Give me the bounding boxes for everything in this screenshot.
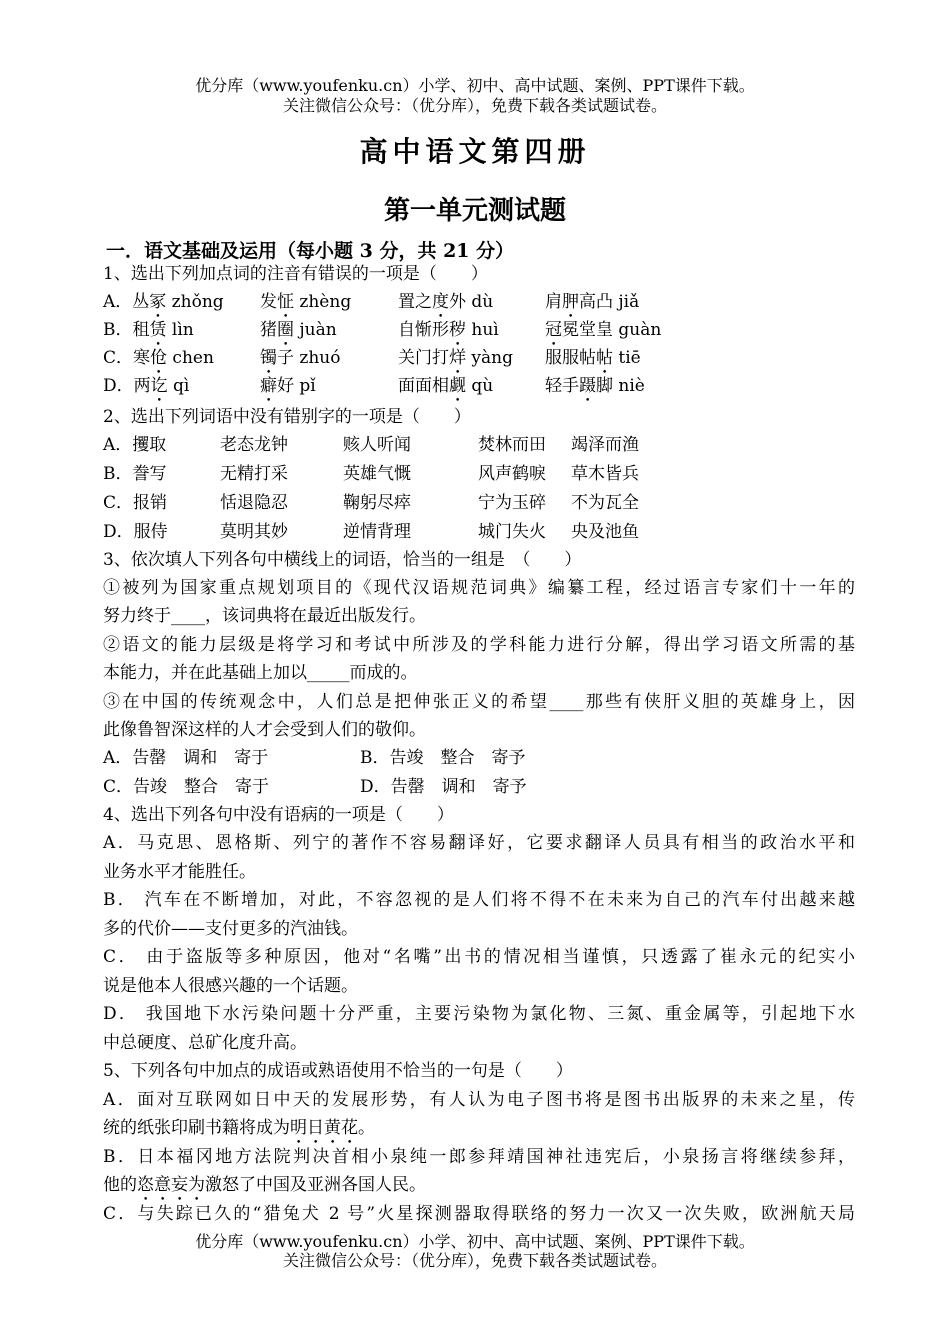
q1-b-4: 冠冕堂皇 guàn bbox=[545, 320, 662, 340]
q2-b-3: 英雄气慨 bbox=[343, 464, 411, 484]
q5-a-pre: 统的纸张印刷书籍将成为 bbox=[103, 1118, 290, 1138]
q1-b-3: 自惭形秽 huì bbox=[398, 320, 499, 340]
q3-option-d: D．告罄 调和 寄予 bbox=[360, 777, 527, 797]
q1-c-2: 镯子 zhuó bbox=[260, 348, 341, 368]
q2-d-2: 莫明其妙 bbox=[220, 522, 288, 542]
q2-a-5: 竭泽而渔 bbox=[571, 435, 639, 455]
q3-stem: 3、依次填人下列各句中横线上的词语，恰当的一组是 （ ） bbox=[103, 550, 582, 570]
q2-stem: 2、选出下列词语中没有错别字的一项是（ ） bbox=[103, 407, 471, 427]
q2-b-5: 草木皆兵 bbox=[571, 464, 639, 484]
header-line-1: 优分库（www.youfenku.cn）小学、初中、高中试题、案例、PPT课件下载。 bbox=[195, 76, 755, 95]
q5-b-post: 激怒了中国及亚洲各国人民。 bbox=[205, 1175, 426, 1195]
q4-stem: 4、选出下列各句中没有语病的一项是（ ） bbox=[103, 805, 454, 825]
q5-a-post: 。 bbox=[358, 1118, 375, 1138]
q1-d-4: 轻手蹑脚 niè bbox=[545, 376, 645, 396]
q4-c-line2: 说是他本人很感兴趣的一个话题。 bbox=[103, 976, 358, 996]
q2-b-4: 风声鹤唳 bbox=[478, 464, 546, 484]
header-line-2: 关注微信公众号：（优分库），免费下载各类试题试卷。 bbox=[282, 96, 667, 115]
sub-title: 第一单元测试题 bbox=[383, 196, 566, 226]
q4-a-line2: 业务水平才能胜任。 bbox=[103, 862, 256, 882]
q1-a-3: 置之度外 dù bbox=[398, 292, 494, 312]
section-heading: 一．语文基础及运用（每小题 3 分，共 21 分） bbox=[106, 240, 515, 262]
q3-s1-line2: 努力终于____，该词典将在最近出版发行。 bbox=[103, 606, 426, 626]
q3-option-c: C．告竣 整合 寄于 bbox=[103, 777, 270, 797]
q1-b-2: 猪圈 juàn bbox=[260, 320, 337, 340]
q1-c-3: 关门打烊 yàng bbox=[398, 348, 513, 368]
q4-d-line2: 中总硬度、总矿化度升高。 bbox=[103, 1033, 307, 1053]
q5-c-line1: C．与失踪已久的“猎兔犬 2 号”火星探测器取得联络的努力一次又一次失败，欧洲航天局 bbox=[103, 1204, 855, 1224]
q2-c-3: 鞠躬尽瘁 bbox=[343, 493, 411, 513]
q2-c-4: 宁为玉碎 bbox=[478, 493, 546, 513]
q1-d-1: D．两讫 qì bbox=[103, 376, 190, 396]
q5-b-pre: 他的 bbox=[103, 1175, 137, 1195]
q1-a-1: A．丛冢 zhǒng bbox=[103, 292, 224, 312]
q2-b-1: B．誊写 bbox=[103, 464, 167, 484]
q3-s2-line1: ②语文的能力层级是将学习和考试中所涉及的学科能力进行分解，得出学习语文所需的基 bbox=[103, 635, 855, 655]
q2-a-3: 赅人听闻 bbox=[343, 435, 411, 455]
q4-d-line1: D． 我国地下水污染问题十分严重，主要污染物为氯化物、三氮、重金属等，引起地下水 bbox=[103, 1004, 855, 1024]
q2-c-2: 恬退隐忍 bbox=[220, 493, 288, 513]
q3-option-a: A．告罄 调和 寄于 bbox=[103, 748, 269, 768]
q3-s1-line1: ①被列为国家重点规划项目的《现代汉语规范词典》编纂工程，经过语言专家们十一年的 bbox=[103, 578, 855, 598]
q5-a-line2 bbox=[103, 1116, 375, 1148]
q2-b-2: 无精打采 bbox=[220, 464, 288, 484]
q5-b-line2 bbox=[103, 1173, 426, 1205]
main-title: 高中语文第四册 bbox=[359, 135, 591, 168]
q3-s2-line2: 本能力，并在此基础上加以_____而成的。 bbox=[103, 663, 418, 683]
q1-a-2: 发怔 zhèng bbox=[260, 292, 352, 312]
q4-b-line2: 多的代价——支付更多的汽油钱。 bbox=[103, 919, 358, 939]
q1-c-4: 服服帖帖 tiē bbox=[545, 348, 641, 368]
q1-d-3: 面面相觑 qù bbox=[398, 376, 494, 396]
q4-a-line1: A．马克思、恩格斯、列宁的著作不容易翻译好，它要求翻译人员具有相当的政治水平和 bbox=[103, 833, 855, 853]
q2-d-1: D．服侍 bbox=[103, 522, 168, 542]
q5-a-idiom: 明日黄花 bbox=[290, 1118, 358, 1138]
q1-c-1: C．寒伧 chen bbox=[103, 348, 214, 368]
q3-s3-line2: 此像鲁智深这样的人才会受到人们的敬仰。 bbox=[103, 720, 426, 740]
footer-line-1: 优分库（www.youfenku.cn）小学、初中、高中试题、案例、PPT课件下载。 bbox=[195, 1232, 755, 1251]
q5-b-line1: B．日本福冈地方法院判决首相小泉纯一郎参拜靖国神社违宪后，小泉扬言将继续参拜， bbox=[103, 1147, 855, 1167]
q1-b-1: B．租赁 lìn bbox=[103, 320, 194, 340]
q2-c-1: C．报销 bbox=[103, 493, 168, 513]
q1-a-4: 肩胛高凸 jiǎ bbox=[545, 292, 640, 312]
q4-b-line1: B． 汽车在不断增加，对此，不容忽视的是人们将不得不在未来为自己的汽车付出越来越 bbox=[103, 890, 855, 910]
q5-a-line1: A．面对互联网如日中天的发展形势，有人认为电子图书将是图书出版界的未来之星，传 bbox=[103, 1090, 855, 1110]
q5-b-idiom: 恣意妄为 bbox=[137, 1175, 205, 1195]
q1-stem: 1、选出下列加点词的注音有错误的一项是（ ） bbox=[103, 264, 488, 284]
q4-c-line1: C． 由于盗版等多种原因，他对“名嘴”出书的情况相当谨慎，只透露了崔永元的纪实小 bbox=[103, 947, 855, 967]
q2-a-4: 焚林而田 bbox=[478, 435, 546, 455]
q3-option-b: B．告竣 整合 寄予 bbox=[360, 748, 526, 768]
q2-d-3: 逆情背理 bbox=[343, 522, 411, 542]
q2-d-4: 城门失火 bbox=[478, 522, 546, 542]
q2-a-2: 老态龙钟 bbox=[220, 435, 288, 455]
q5-stem: 5、下列各句中加点的成语或熟语使用不恰当的一句是（ ） bbox=[103, 1061, 573, 1081]
q2-c-5: 不为瓦全 bbox=[571, 493, 639, 513]
q1-d-2: 癖好 pǐ bbox=[260, 376, 316, 396]
q2-d-5: 央及池鱼 bbox=[571, 522, 639, 542]
q3-s3-line1: ③在中国的传统观念中，人们总是把伸张正义的希望____那些有侠肝义胆的英雄身上，因 bbox=[103, 692, 855, 712]
q2-a-1: A．攫取 bbox=[103, 435, 167, 455]
footer-line-2: 关注微信公众号：（优分库），免费下载各类试题试卷。 bbox=[282, 1251, 667, 1270]
